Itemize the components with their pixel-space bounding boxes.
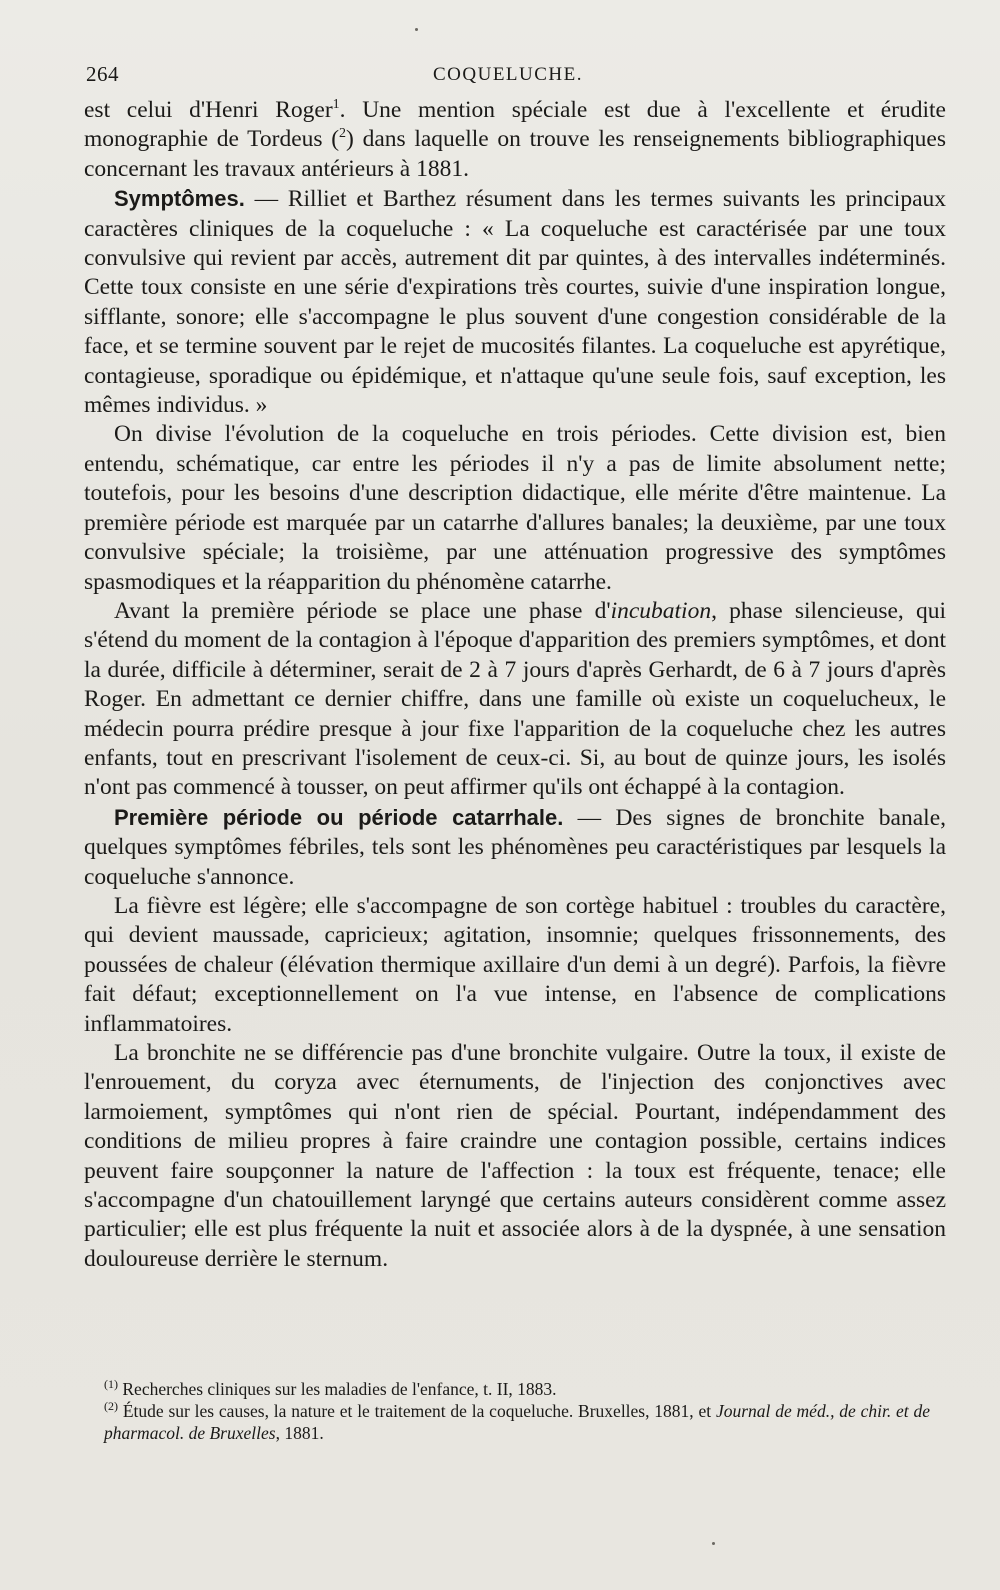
- paragraph-bronchite: La bronchite ne se différencie pas d'une bronchite vulgaire. Outre la toux, il existe de l'enrouement, du coryza avec éternuments, de l'injection des conjonctives avec larmoiement, symptômes qui n'ont rien de spécial. Pourtant, indépendamment des conditions de milieu propres à faire craindre une contagion possible, certains indices peuvent faire soupçonner la nature de l'affection : la toux est fréquente, tenace; elle s'accompagne d'un chatouillement laryngé que certains auteurs considèrent comme assez particulier; elle est plus fréquente la nuit et associée alors à de la dyspnée, à une sensation douloureuse derrière le sternum.: [84, 1040, 946, 1272]
- section-heading-symptomes: Symptômes.: [114, 186, 245, 212]
- footnote-2-end: , 1881.: [275, 1423, 324, 1443]
- heading-dash: —: [563, 804, 616, 831]
- footnote-2-text: Étude sur les causes, la nature et le traitement de la coqueluche. Bruxelles, 1881, et: [118, 1401, 716, 1421]
- paragraph-symptomes: [84, 184, 946, 420]
- paragraph-1-text-a: est celui d'Henri Roger: [84, 97, 333, 123]
- paragraph-premiere-periode: [84, 803, 946, 892]
- paragraph-incubation: [84, 597, 946, 803]
- paragraph-premiere-periode-text: Des signes de bronchite banale, quelques symptômes fébriles, tels sont les phénomènes peu caractéristiques par lesquels la coqueluche s'annonce.: [84, 804, 946, 890]
- footnote-2-number: (2): [104, 1399, 118, 1414]
- paragraph-incubation-text-a: Avant la première période se place une phase d': [114, 597, 611, 624]
- paper-speck: [415, 28, 418, 31]
- heading-dash: —: [244, 186, 288, 213]
- footnote-ref-2: 2: [339, 126, 347, 142]
- footnote-1-number: (1): [104, 1377, 118, 1392]
- paper-speck: [712, 1542, 715, 1545]
- footnote-1: [104, 1378, 930, 1400]
- page-header: [86, 62, 930, 92]
- paragraph-symptomes-text: Rilliet et Barthez résument dans les termes suivants les principaux caractères cliniques de la coqueluche : « La coqueluche est caractérisée par une toux convulsive qui revient par accès, autrement dit par quintes, à des intervalles indéterminés. Cette toux consiste en une série d'expirations très courtes, suivie d'une inspiration longue, sifflante, sonore; elle s'accompagne le plus souvent d'une congestion considérable de la face, et se termine souvent par le rejet de mucosités filantes. La coqueluche est apyrétique, contagieuse, sporadique ou épidémique, et n'attaque qu'une seule fois, sauf exception, les mêmes individus. »: [84, 186, 947, 419]
- footnotes: [104, 1378, 930, 1444]
- footnote-2-journal: Journal de méd., de chir. et de pharmacol. de Bruxelles: [104, 1401, 930, 1443]
- running-title: COQUELUCHE.: [432, 64, 584, 85]
- emphasis-incubation: incubation: [610, 597, 712, 624]
- page-number: 264: [86, 62, 119, 86]
- paragraph-1: [84, 96, 946, 184]
- section-heading-premiere-periode: Première période ou période catarrhale.: [114, 804, 564, 830]
- footnote-1-text: Recherches cliniques sur les maladies de l'enfance, t. II, 1883.: [118, 1379, 557, 1399]
- footnote-2: [104, 1400, 930, 1444]
- body-text: [84, 96, 946, 1274]
- paragraph-1-text-b: . Une mention spéciale est due à l'excellente et érudite monographie de Tordeus (: [84, 97, 946, 153]
- paragraph-1-text-c: ) dans laquelle on trouve les renseignements bibliographiques concernant les travaux antérieurs à 1881.: [84, 126, 946, 182]
- paragraph-3: On divise l'évolution de la coqueluche en trois périodes. Cette division est, bien entendu, schématique, car entre les périodes il n'y a pas de limite absolument nette; toutefois, pour les besoins d'une description didactique, elle mérite d'être maintenue. La première période est marquée par un catarrhe d'allures banales; la deuxième, par une toux convulsive spéciale; la troisième, par une atténuation progressive des symptômes spasmodiques et la réapparition du phénomène catarrhe.: [84, 421, 946, 595]
- paragraph-fievre: La fièvre est légère; elle s'accompagne de son cortège habituel : troubles du caractère, qui devient maussade, capricieux; agitation, insomnie; quelques frissonnements, des poussées de chaleur (élévation thermique axillaire d'un demi à un degré). Parfois, la fièvre fait défaut; exceptionnellement on l'a vue intense, en l'absence de complications inflammatoires.: [84, 892, 946, 1037]
- paragraph-incubation-text-b: , phase silencieuse, qui s'étend du moment de la contagion à l'époque d'apparition des premiers symptômes, et dont la durée, difficile à déterminer, serait de 2 à 7 jours d'après Gerhardt, de 6 à 7 jours d'après Roger. En admettant ce dernier chiffre, dans une famille où existe un coquelucheux, le médecin pourra prédire presque à jour fixe l'apparition de la coqueluche chez les autres enfants, tout en prescrivant l'isolement de ceux-ci. Si, au bout de quinze jours, les isolés n'ont pas commencé à tousser, on peut affirmer qu'ils ont échappé à la contagion.: [84, 597, 946, 801]
- footnote-ref-1: 1: [332, 97, 340, 113]
